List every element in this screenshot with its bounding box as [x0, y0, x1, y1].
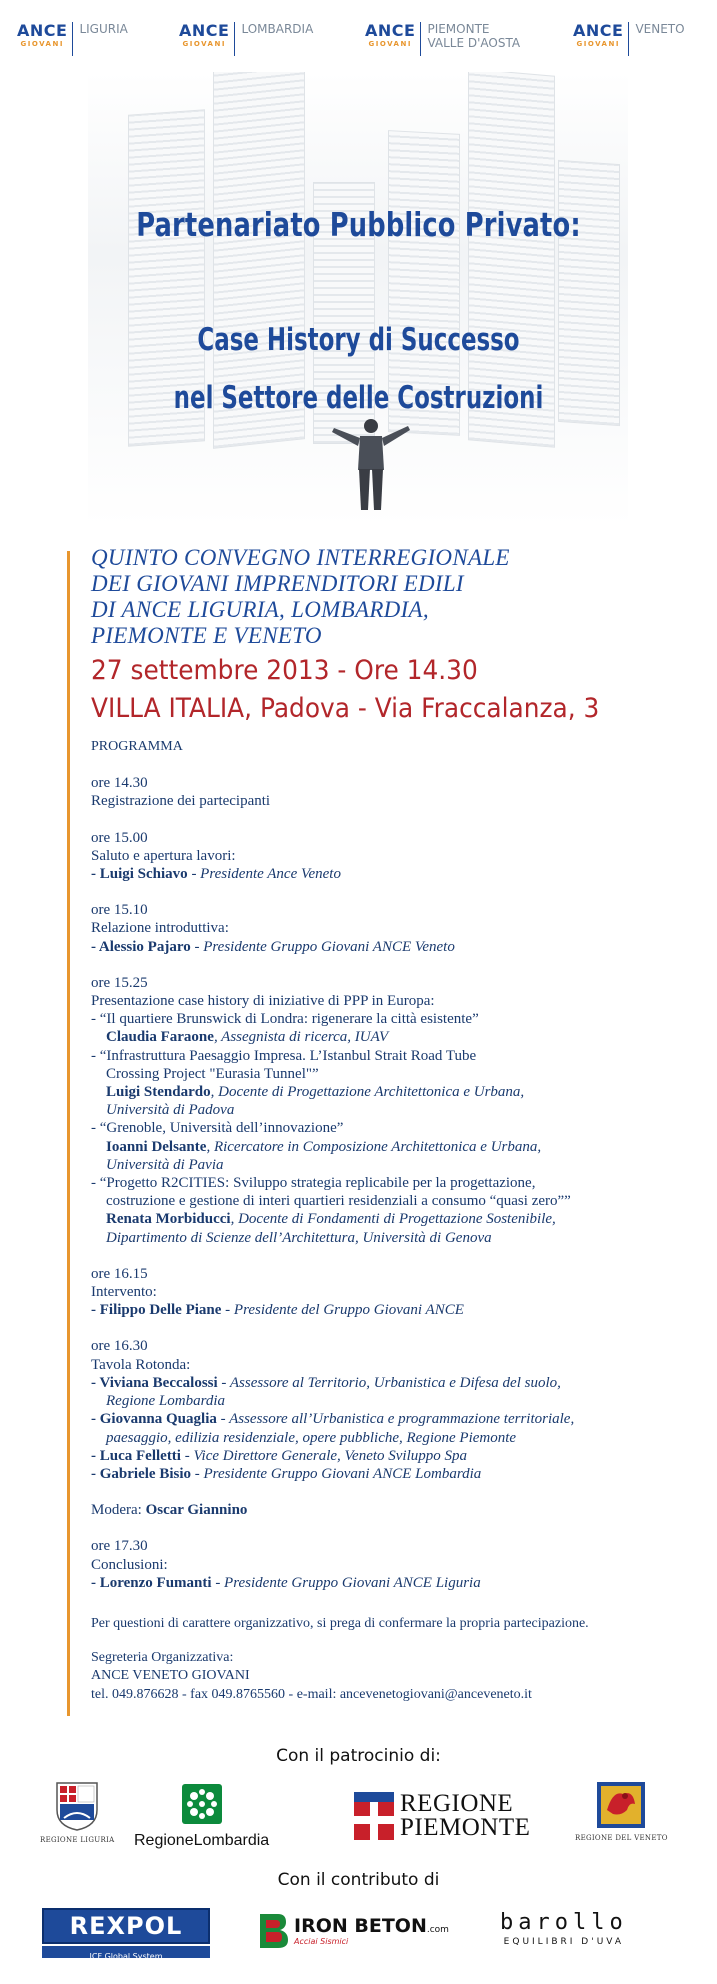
program-label: PROGRAMMA	[91, 739, 183, 754]
regione-piemonte-logo: REGIONE PIEMONTE	[352, 1790, 530, 1842]
page-title: Partenariato Pubblico Privato:	[136, 205, 581, 244]
event-date: 27 settembre 2013 - Ore 14.30	[91, 655, 478, 686]
session-time: ore 17.30	[91, 1538, 148, 1555]
event-heading: QUINTO CONVEGNO INTERREGIONALE DEI GIOVANI IMPRENDITORI EDILI DI ANCE LIGURIA, LOMBARDIA, PIEMONTE E VENETO	[91, 545, 510, 648]
regione-veneto-logo: REGIONE DEL VENETO	[575, 1780, 668, 1842]
session-time: ore 15.00	[91, 829, 148, 846]
session-time: ore 15.25	[91, 974, 148, 991]
contribution-label: Con il contributo di	[277, 1870, 440, 1890]
subtitle-line-1: Case History di Successo	[197, 322, 520, 358]
iron-beton-logo: IRON BETON.com Acciai Sismici	[256, 1910, 449, 1950]
regione-lombardia-logo: RegioneLombardia	[134, 1782, 269, 1850]
ance-liguria-logo: ANCE GIOVANI LIGURIA	[17, 22, 128, 62]
subtitle-line-2: nel Settore delle Costruzioni	[173, 380, 544, 416]
contact-info: tel. 049.876628 - fax 049.8765560 - e-mail: ancevenetogiovani@anceveneto.it	[91, 1686, 532, 1702]
ance-piemonte-logo: ANCE GIOVANI PIEMONTE VALLE D'AOSTA	[365, 22, 520, 62]
patronage-label: Con il patrocinio di:	[276, 1746, 441, 1766]
ance-veneto-logo: ANCE GIOVANI VENETO	[573, 22, 685, 62]
session-time: ore 15.10	[91, 902, 148, 919]
rexpol-logo: REXPOL ICF Global System	[42, 1908, 210, 1960]
session-time: ore 16.15	[91, 1265, 148, 1282]
regione-liguria-logo: REGIONE LIGURIA	[40, 1780, 114, 1844]
organization-note: Per questioni di carattere organizzativo, si prega di confermare la propria partecipazione.	[91, 1615, 589, 1631]
session-time: ore 14.30	[91, 775, 148, 792]
session-time: ore 16.30	[91, 1338, 148, 1355]
barollo-logo: barollo EQUILIBRI D'UVA	[500, 1910, 628, 1947]
businessman-figure	[326, 414, 416, 514]
moderator: Modera: Oscar Giannino	[91, 1502, 248, 1519]
ance-lombardia-logo: ANCE GIOVANI LOMBARDIA	[179, 22, 313, 62]
hero-buildings-image	[88, 72, 628, 527]
program-section: PROGRAMMA ore 14.30 Registrazione dei partecipanti ore 15.00 Saluto e apertura lavori: - Luigi Schiavo - Presidente Ance Veneto ore 15.10 Relazione introduttiva: - Alessio Pajaro - Presidente Gruppo Giovani ANCE Veneto ore 15.25 Presentazione case history di iniziative di PPP in Europa: - “Il quartiere Brunswick di Londra: rigenerare la città esistente” Claudia Faraone, Assegnista di ricerca, IUAV - “Infrastruttura Paesaggio Impresa. L’Istanbul Strait Road Tube Crossing Project "Eurasia Tunnel"” Luigi Stendardo, Docente di Progettazione Architettonica e Urbana, Università di Padova - “Grenoble, Università dell’innovazione” Ioanni Delsante, Ricercatore in Composizione Architettonica e Urbana, Università di Pavia - “Progetto R2CITIES: Sviluppo strategia replicabile per la progettazione, costruzione e gestione di interi quartieri residenziali a consumo “quasi zero”” Renata Morbiducci, Docente di Fondamenti di Progettazione Sostenibile, Dipartimento di Scienze dell’Architettura, Università di Genova ore 16.15 Intervento: - Filippo Delle Piane - Presidente del Gruppo Giovani ANCE ore 16.30 Tavola Rotonda: - Viviana Beccalossi - Assessore al Territorio, Urbanistica e Difesa del suolo, Regione Lombardia - Giovanna Quaglia - Assessore all’Urbanistica e programmazione territoriale, paesaggio, edilizia residenziale, opere pubbliche, Regione Piemonte - Luca Felletti - Vice Direttore Generale, Veneto Sviluppo Spa - Gabriele Bisio - Presidente Gruppo Giovani ANCE Lombardia Modera: Oscar Giannino ore 17.30 Conclusioni: - Lorenzo Fumanti - Presidente Gruppo Giovani ANCE Liguria Per questioni di carattere organizzativo, si prega di confermare la propria partecipazione. Segreteria Organizzativa: ANCE VENETO GIOVANI tel. 049.876628 - fax 049.8765560 - e-mail: ancevenetogiovani@anceveneto.it	[91, 738, 711, 1704]
accent-rule	[67, 551, 70, 1716]
event-place: VILLA ITALIA, Padova - Via Fraccalanza, 3	[91, 693, 600, 724]
